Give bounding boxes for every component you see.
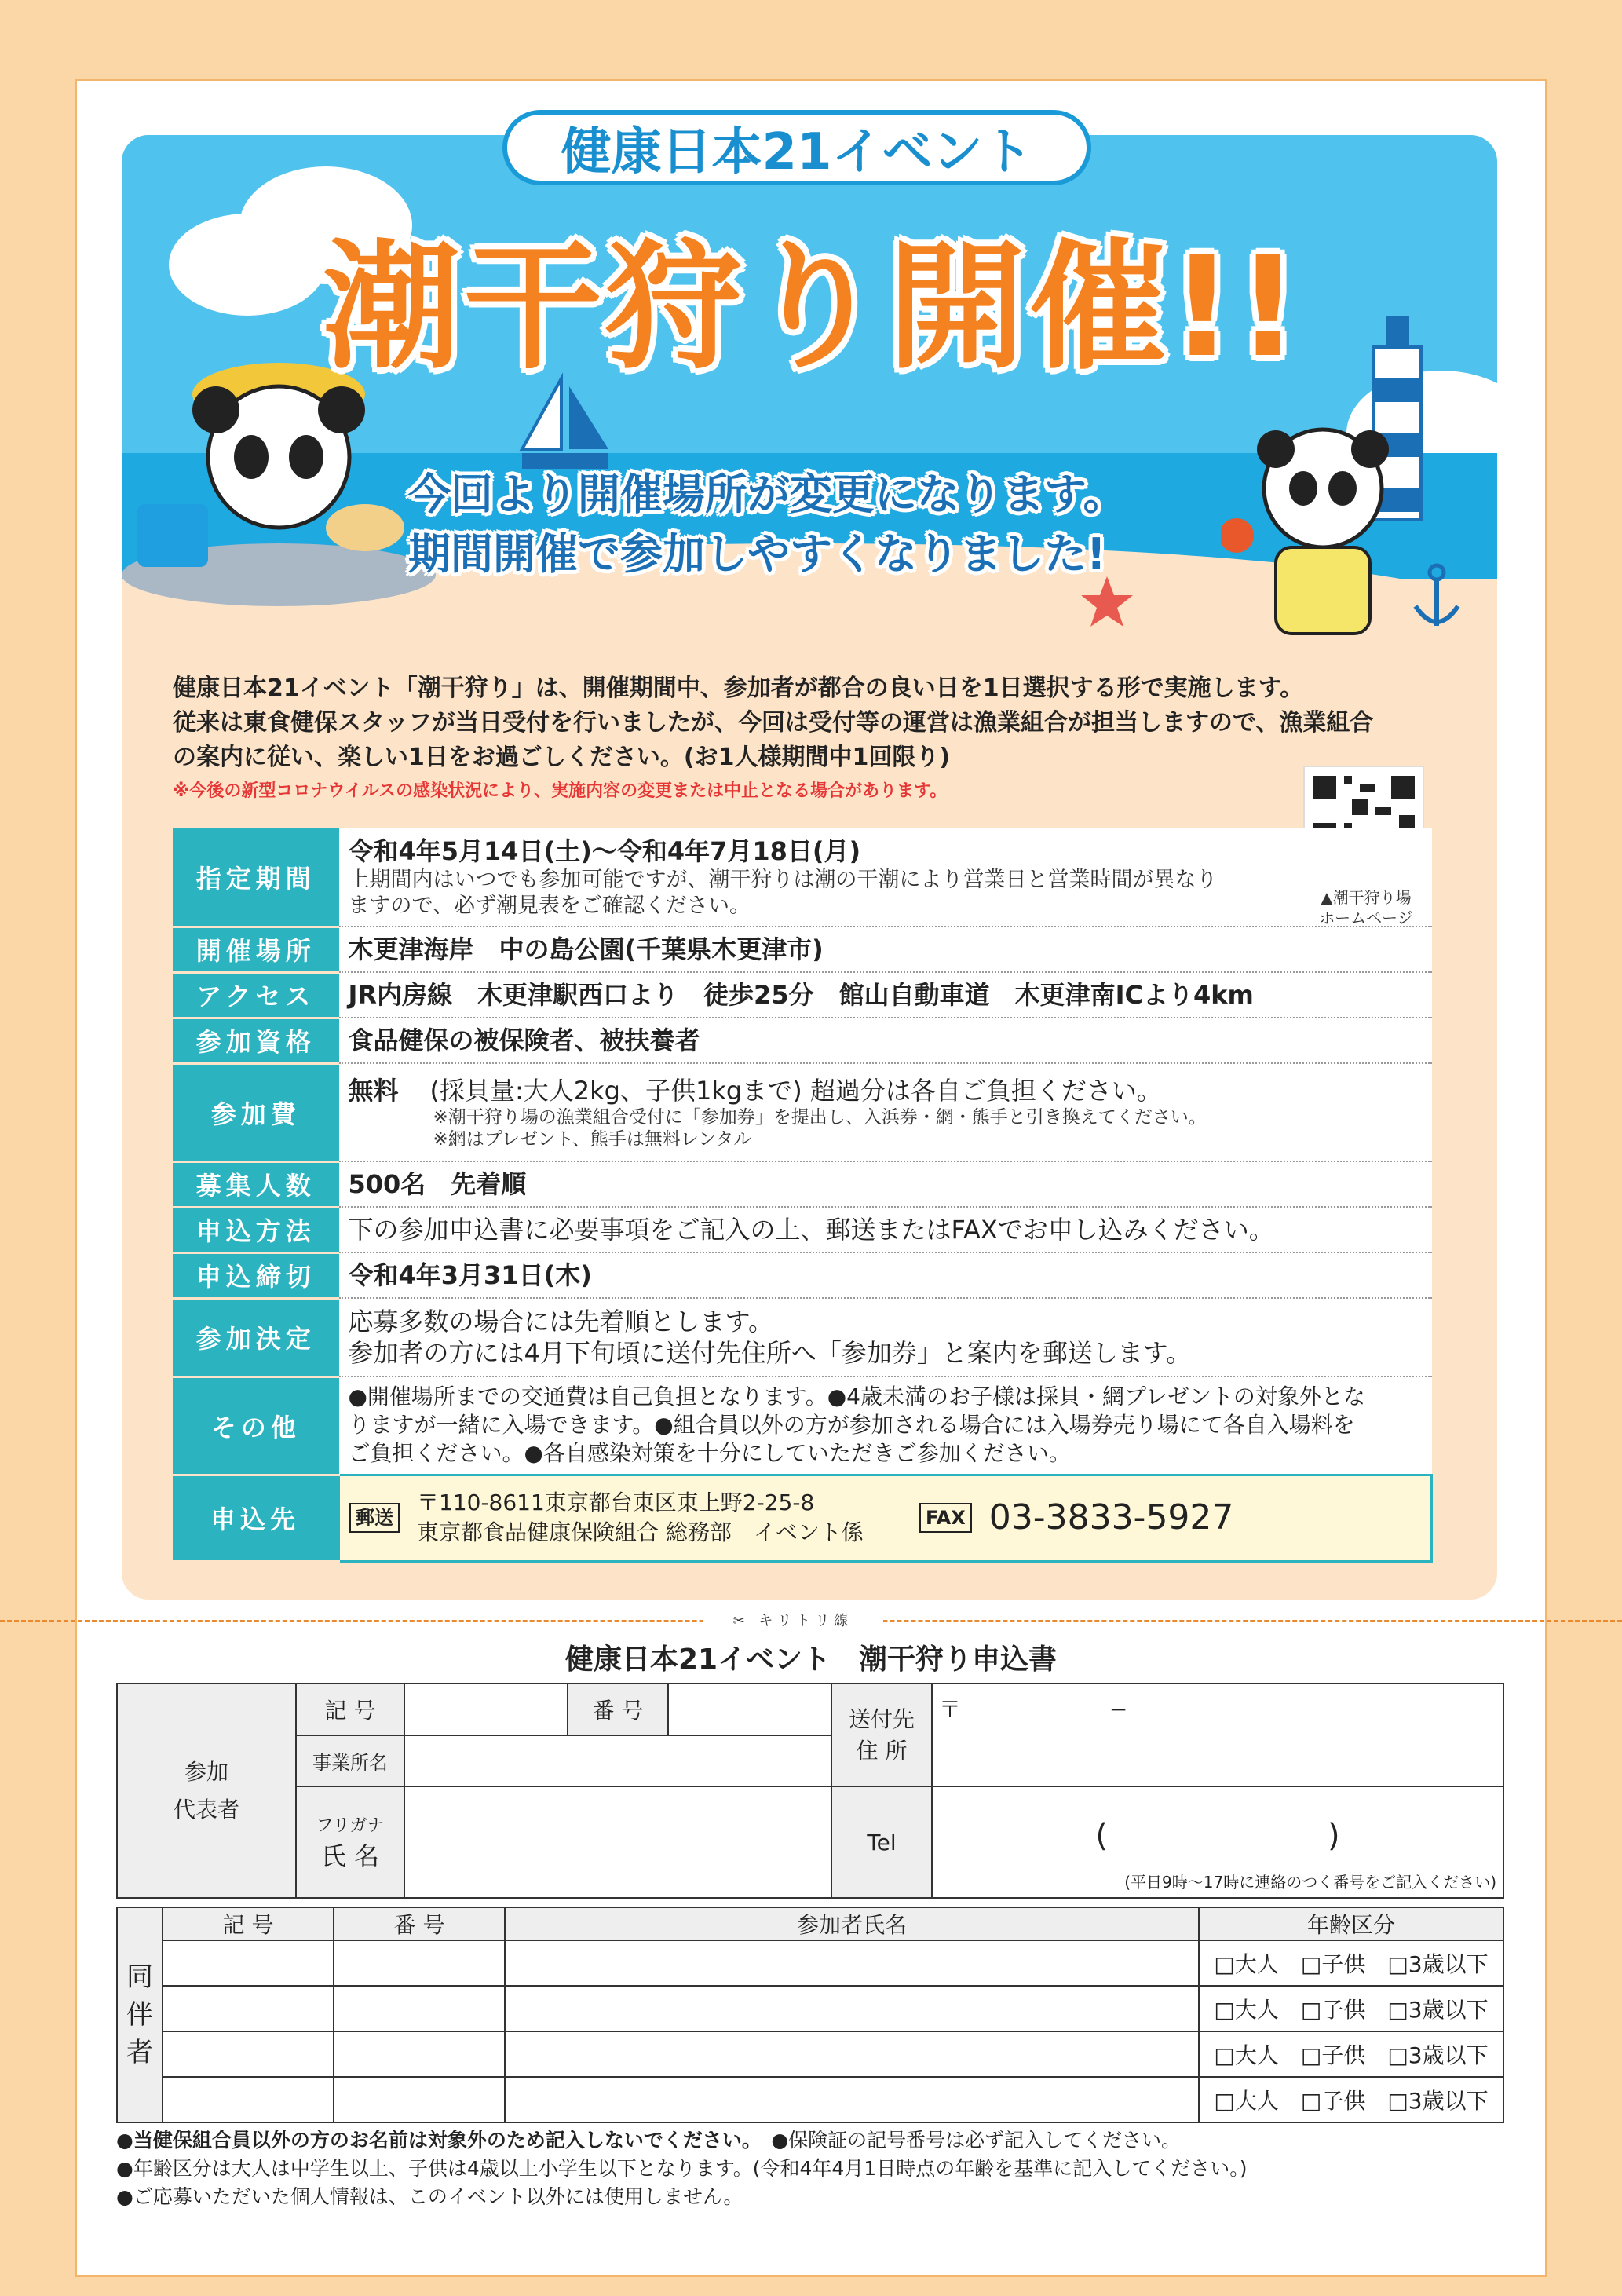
companion-kigou-field[interactable] — [163, 2077, 334, 2122]
decision-cell — [339, 1298, 1432, 1377]
name-label: 氏 名 — [320, 1841, 380, 1871]
apply-label: 申込先 — [173, 1475, 339, 1561]
kigou-field[interactable] — [404, 1684, 568, 1735]
rep-label-cell — [117, 1684, 296, 1898]
event-label-pill: 健康日本21イベント — [502, 110, 1091, 185]
tel-label: Tel — [831, 1786, 932, 1898]
access-label: アクセス — [173, 972, 339, 1018]
table-row — [117, 2077, 1503, 2122]
companion-bangou-field[interactable] — [334, 1940, 505, 1986]
cut-label: ✂ キリトリ線 — [703, 1610, 883, 1630]
anchor-icon — [1409, 563, 1464, 634]
name-label-cell — [296, 1786, 404, 1898]
tel-note: (平日9時〜17時に連絡のつく番号をご記入ください) — [1124, 1873, 1496, 1892]
main-title: 潮干狩り開催!! — [322, 227, 1303, 388]
table-row — [117, 1986, 1503, 2031]
companion-bangou-field[interactable] — [334, 1986, 505, 2031]
fee-note: ※潮干狩り場の漁業組合受付に「参加券」を提出し、入浜券・網・熊手と引き換えてください。 — [433, 1106, 1207, 1128]
change-notice — [408, 465, 1272, 584]
venue-value: 木更津海岸 中の島公園(千葉県木更津市) — [339, 927, 1432, 972]
age-checkboxes[interactable]: □大人 □子供 □3歳以下 — [1199, 2077, 1503, 2122]
period-cell — [339, 828, 1432, 927]
postal-mark: 〒 — [939, 1696, 962, 1722]
companion-name-field[interactable] — [505, 2077, 1199, 2122]
col-bangou: 番 号 — [334, 1907, 505, 1940]
office-label: 事業所名 — [296, 1735, 404, 1787]
intro-line: 従来は東食健保スタッフが当日受付を行いましたが、今回は受付等の運営は漁業組合が担当しますので、漁業組合 — [173, 709, 1374, 737]
venue-label: 開催場所 — [173, 927, 339, 972]
bangou-field[interactable] — [668, 1684, 831, 1735]
age-checkboxes[interactable]: □大人 □子供 □3歳以下 — [1199, 1940, 1503, 1986]
col-age: 年齢区分 — [1199, 1907, 1503, 1940]
send-label-cell — [831, 1684, 932, 1786]
decision-line: 応募多数の場合には先着順とします。 — [348, 1307, 773, 1336]
access-value: JR内房線 木更津駅西口より 徒歩25分 館山自動車道 木更津南ICより4km — [339, 972, 1432, 1018]
footnote: ●ご応募いただいた個人情報は、このイベント以外には使用しません。 — [116, 2185, 743, 2208]
fee-label: 参加費 — [173, 1063, 339, 1161]
companion-name-field[interactable] — [505, 2031, 1199, 2077]
footnotes — [116, 2126, 1529, 2211]
col-kigou: 記 号 — [163, 1907, 334, 1940]
deadline-label: 申込締切 — [173, 1252, 339, 1298]
companion-name-field[interactable] — [505, 1986, 1199, 2031]
companion-bangou-field[interactable] — [334, 2077, 505, 2122]
bangou-label: 番 号 — [568, 1684, 668, 1735]
period-label: 指定期間 — [173, 828, 339, 927]
footnote: ●当健保組合員以外の方のお名前は対象外のため記入しないでください。 — [116, 2129, 752, 2152]
mail-tag: 郵送 — [349, 1503, 400, 1533]
notice-line: 期間開催で参加しやすくなりました! — [408, 529, 1106, 579]
other-cell — [339, 1377, 1432, 1475]
intro-text — [173, 671, 1445, 775]
capacity-label: 募集人数 — [173, 1161, 339, 1207]
other-line: ●開催場所までの交通費は自己負担となります。●4歳未満のお子様は採貝・網プレゼントの対象外とな — [348, 1384, 1365, 1410]
office-field[interactable] — [404, 1735, 831, 1787]
fee-detail: (採貝量:大人2kg、子供1kgまで) 超過分は各自ご負担ください。 — [429, 1075, 1162, 1106]
deadline-value: 令和4年3月31日(木) — [339, 1252, 1432, 1298]
table-row — [117, 2031, 1503, 2077]
send-label: 住 所 — [856, 1737, 908, 1764]
capacity-value: 500名 先着順 — [339, 1161, 1432, 1207]
qr-caption-line: ▲潮干狩り場 — [1321, 888, 1412, 907]
intro-line: の案内に従い、楽しい1日をお過ごしください。(お1人様期間中1回限り) — [173, 744, 951, 771]
covid-warning: ※今後の新型コロナウイルスの感染状況により、実施内容の変更または中止となる場合があります。 — [173, 781, 948, 801]
event-info-table — [173, 828, 1433, 1563]
furigana-label: フリガナ — [316, 1815, 385, 1836]
fee-value: 無料 — [348, 1075, 399, 1106]
decision-line: 参加者の方には4月下旬頃に送付先住所へ「参加券」と案内を郵送します。 — [348, 1338, 1192, 1368]
companion-table — [116, 1907, 1504, 2123]
kigou-label: 記 号 — [296, 1684, 404, 1735]
footnote: ●年齢区分は大人は中学生以上、子供は4歳以上小学生以下となります。(令和4年4月1日時点の年齢を基準に記入してください。) — [116, 2157, 1248, 2180]
eligibility-label: 参加資格 — [173, 1018, 339, 1063]
notice-line: 今回より開催場所が変更になります。 — [408, 470, 1126, 519]
qr-caption-line: ホームページ — [1319, 909, 1413, 927]
companion-kigou-field[interactable] — [163, 2031, 334, 2077]
rep-label: 代表者 — [173, 1796, 239, 1823]
method-label: 申込方法 — [173, 1207, 339, 1252]
other-label: その他 — [173, 1377, 339, 1475]
intro-line: 健康日本21イベント「潮干狩り」は、開催期間中、参加者が都合の良い日を1日選択する形で実施します。 — [173, 675, 1304, 702]
table-row — [117, 1940, 1503, 1986]
qr-caption — [1295, 887, 1437, 928]
period-value: 令和4年5月14日(土)〜令和4年7月18日(月) — [348, 836, 861, 866]
companion-name-field[interactable] — [505, 1940, 1199, 1986]
companion-kigou-field[interactable] — [163, 1940, 334, 1986]
postal-dash: − — [1109, 1696, 1128, 1722]
decision-label: 参加決定 — [173, 1298, 339, 1377]
fee-cell — [339, 1063, 1432, 1161]
period-note: 上期間内はいつでも参加可能ですが、潮干狩りは潮の干潮により営業日と営業時間が異なり — [348, 868, 1218, 892]
name-field[interactable] — [404, 1786, 831, 1898]
companion-bangou-field[interactable] — [334, 2031, 505, 2077]
send-label: 送付先 — [848, 1706, 915, 1732]
companion-label: 同伴者 — [117, 1907, 163, 2122]
fee-note: ※網はプレゼント、熊手は無料レンタル — [433, 1128, 752, 1150]
age-checkboxes[interactable]: □大人 □子供 □3歳以下 — [1199, 2031, 1503, 2077]
companion-kigou-field[interactable] — [163, 1986, 334, 2031]
other-line: ご負担ください。●各自感染対策を十分にしていただきご参加ください。 — [348, 1440, 1071, 1467]
address-line: 〒110-8611東京都台東区東上野2-25-8 — [417, 1490, 815, 1515]
other-line: りますが一緒に入場できます。●組合員以外の方が参加される場合には入場券売り場にて各自入場料を — [348, 1412, 1355, 1439]
col-name: 参加者氏名 — [505, 1907, 1199, 1940]
address-field[interactable] — [932, 1684, 1503, 1786]
rep-label: 参加 — [184, 1758, 228, 1785]
age-checkboxes[interactable]: □大人 □子供 □3歳以下 — [1199, 1986, 1503, 2031]
footnote: ●保険証の記号番号は必ず記入してください。 — [771, 2129, 1182, 2152]
address-line: 東京都食品健康保険組合 総務部 イベント係 — [417, 1519, 864, 1545]
form-title: 健康日本21イベント 潮干狩り申込書 — [564, 1643, 1058, 1676]
tel-paren: ( ) — [1095, 1818, 1340, 1854]
apply-cell — [339, 1475, 1432, 1561]
fax-tag: FAX — [919, 1503, 972, 1533]
fax-number: 03-3833-5927 — [988, 1497, 1234, 1537]
representative-table — [116, 1683, 1504, 1899]
eligibility-value: 食品健保の被保険者、被扶養者 — [339, 1018, 1432, 1063]
period-note: ますので、必ず潮見表をご確認ください。 — [348, 894, 751, 918]
tel-field[interactable] — [932, 1786, 1503, 1898]
method-value: 下の参加申込書に必要事項をご記入の上、郵送またはFAXでお申し込みください。 — [339, 1207, 1432, 1252]
